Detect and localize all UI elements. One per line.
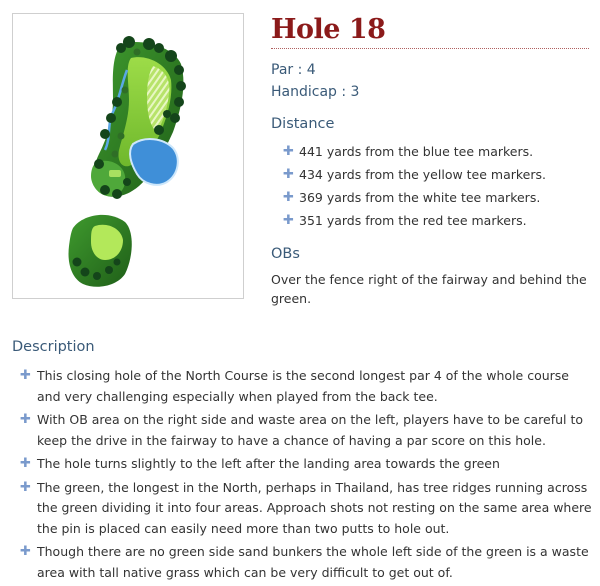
distance-item-text: 441 yards from the blue tee markers.	[299, 144, 534, 159]
plus-bullet-icon: ✚	[20, 412, 31, 427]
description-list	[20, 366, 592, 586]
plus-bullet-icon: ✚	[283, 190, 294, 205]
distance-item	[283, 164, 583, 187]
description-item-text: This closing hole of the North Course is the second longest par 4 of the whole course and very challenging especially when played from the back tee.	[37, 368, 570, 404]
hole-map-illustration	[13, 14, 245, 300]
distance-item	[283, 141, 583, 164]
description-heading: Description	[12, 339, 95, 355]
plus-bullet-icon: ✚	[283, 213, 294, 228]
description-item	[20, 410, 592, 451]
distance-heading: Distance	[271, 116, 335, 132]
hole-title: Hole 18	[271, 14, 386, 45]
plus-bullet-icon: ✚	[20, 479, 31, 495]
distance-item-text: 351 yards from the red tee markers.	[299, 213, 527, 228]
description-item-text: The hole turns slightly to the left after the landing area towards the green	[37, 456, 500, 471]
par-value: Par : 4	[271, 62, 316, 78]
description-item	[20, 542, 592, 583]
title-divider	[271, 48, 589, 49]
distance-item-text: 434 yards from the yellow tee markers.	[299, 167, 546, 182]
distance-item-text: 369 yards from the white tee markers.	[299, 190, 541, 205]
handicap-value: Handicap : 3	[271, 84, 360, 100]
description-item	[20, 478, 592, 540]
distance-list	[283, 141, 583, 233]
plus-bullet-icon: ✚	[20, 368, 31, 383]
plus-bullet-icon: ✚	[20, 544, 31, 559]
description-item-text: With OB area on the right side and waste area on the left, players have to be careful to keep the drive in the fairway to have a chance of having a par score on this hole.	[37, 412, 584, 448]
distance-item	[283, 210, 583, 233]
obs-text: Over the fence right of the fairway and behind the green.	[271, 272, 587, 306]
description-item-text: The green, the longest in the North, perhaps in Thailand, has tree ridges running across the green dividing it into four areas. Approach shots not resting on the same area where the pin is placed can easily need more than two putts to hole out.	[37, 479, 592, 536]
obs-heading: OBs	[271, 246, 300, 262]
description-item-text: Though there are no green side sand bunkers the whole left side of the green is a waste area with tall native grass which can be very difficult to get out of.	[37, 544, 589, 580]
hole-map-frame	[12, 13, 244, 299]
plus-bullet-icon: ✚	[20, 456, 31, 471]
distance-item	[283, 187, 583, 210]
plus-bullet-icon: ✚	[283, 167, 294, 182]
description-item	[20, 366, 592, 407]
plus-bullet-icon: ✚	[283, 144, 294, 159]
description-item	[20, 454, 592, 475]
